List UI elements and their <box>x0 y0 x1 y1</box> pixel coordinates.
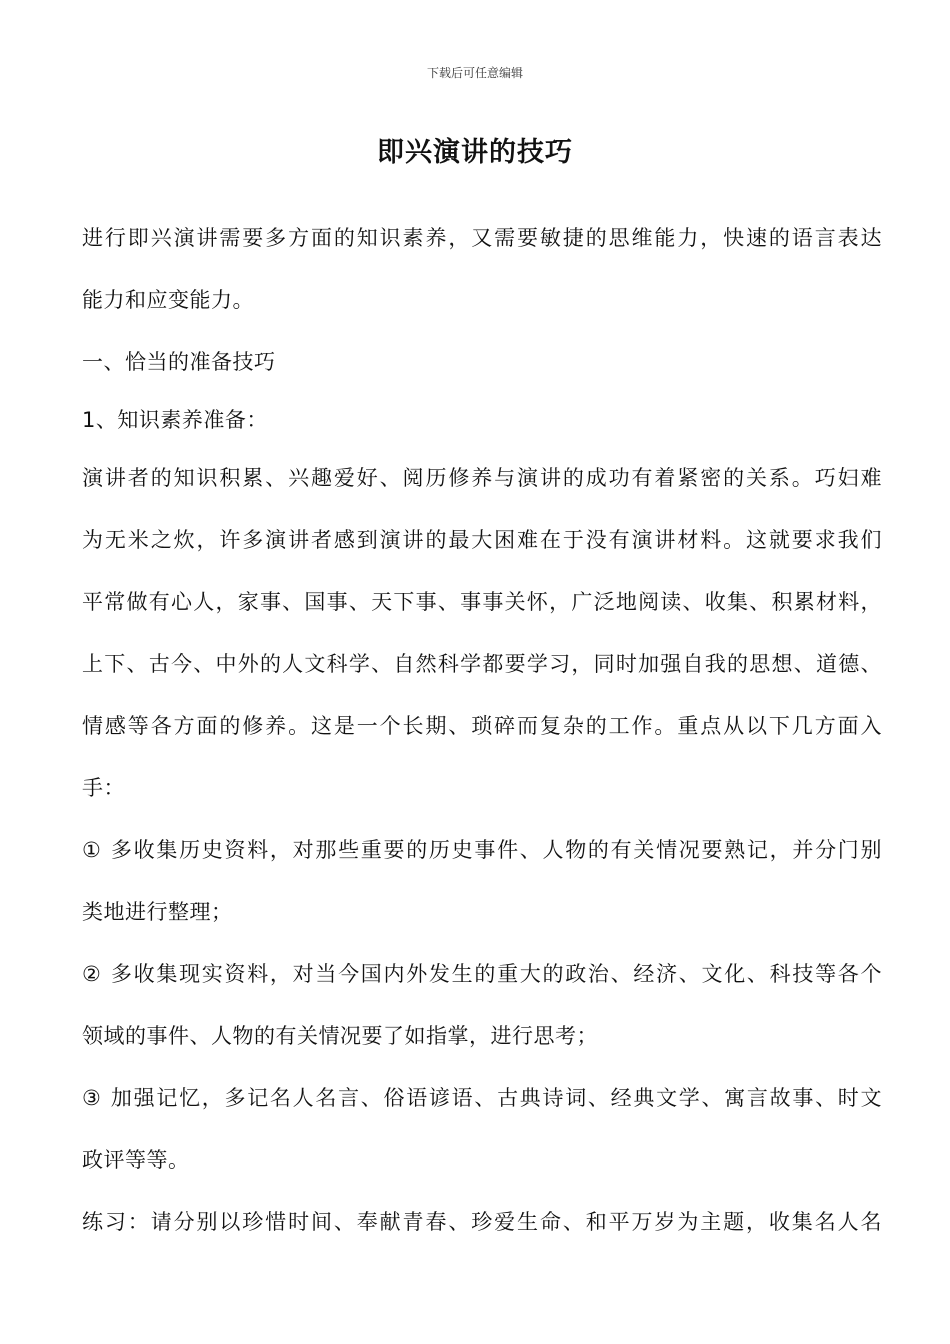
text-line: 进行即兴演讲需要多方面的知识素养，又需要敏捷的思维能力，快速的语言表达 <box>82 226 882 250</box>
subsection-heading: 1、知识素养准备： <box>82 408 268 432</box>
text-line: 为无米之炊，许多演讲者感到演讲的最大困难在于没有演讲材料。这就要求我们 <box>82 528 882 552</box>
list-item: ② 多收集现实资料，对当今国内外发生的重大的政治、经济、文化、科技等各个 <box>82 962 882 986</box>
text-line: 情感等各方面的修养。这是一个长期、琐碎而复杂的工作。重点从以下几方面入 <box>82 714 882 738</box>
header-note: 下载后可任意编辑 <box>426 66 523 80</box>
list-item: ③ 加强记忆，多记名人名言、俗语谚语、古典诗词、经典文学、寓言故事、时文 <box>82 1086 882 1110</box>
text-line: 能力和应变能力。 <box>82 288 254 312</box>
document-body <box>82 214 882 1260</box>
text-line: 上下、古今、中外的人文科学、自然科学都要学习，同时加强自我的思想、道德、 <box>82 652 882 676</box>
section-heading: 一、恰当的准备技巧 <box>82 350 276 374</box>
text-line: 类地进行整理； <box>82 900 233 924</box>
list-item: ① 多收集历史资料，对那些重要的历史事件、人物的有关情况要熟记，并分门别 <box>82 838 882 862</box>
text-line: 平常做有心人，家事、国事、天下事、事事关怀，广泛地阅读、收集、积累材料， <box>82 590 882 614</box>
text-line: 手： <box>82 776 125 800</box>
text-line: 领域的事件、人物的有关情况要了如指掌，进行思考； <box>82 1024 598 1048</box>
text-line: 政评等等。 <box>82 1148 190 1172</box>
exercise-line: 练习：请分别以珍惜时间、奉献青春、珍爱生命、和平万岁为主题，收集名人名 <box>82 1210 882 1234</box>
page-title: 即兴演讲的技巧 <box>377 137 573 168</box>
text-line: 演讲者的知识积累、兴趣爱好、阅历修养与演讲的成功有着紧密的关系。巧妇难 <box>82 466 882 490</box>
